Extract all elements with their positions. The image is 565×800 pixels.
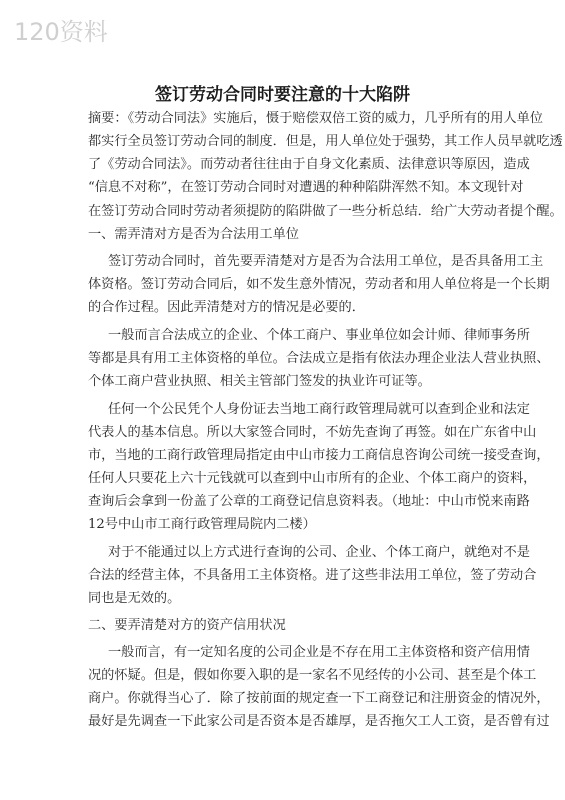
paragraph-line: 代表人的基本信息。所以大家签合同时，不妨先查询了再签。如在广东省中山 — [88, 425, 537, 440]
abstract-line: 摘要：《劳动合同法》实施后，慑于赔偿双倍工资的威力，几乎所有的用人单位 — [88, 111, 543, 126]
document-title: 签订劳动合同时要注意的十大陷阱 — [155, 85, 410, 105]
paragraph-line: 同也是无效的。 — [88, 591, 181, 606]
abstract-line: 了《劳动合同法》。而劳动者往往由于自身文化素质、法律意识等原因，造成 — [88, 157, 530, 172]
paragraph-line: 任何一个公民凭个人身份证去当地工商行政管理局就可以查到企业和法定 — [108, 402, 530, 417]
paragraph-line: 一般而言合法成立的企业、个体工商户、事业单位如会计师、律师事务所 — [108, 328, 530, 343]
paragraph-line: 签订劳动合同时，首先要弄清楚对方是否为合法用工单位，是否具备用工主 — [108, 254, 544, 269]
abstract-line: “信息不对称”，在签订劳动合同时对遭遇的种种陷阱浑然不知。本文现针对 — [88, 180, 524, 195]
paragraph-line: 体资格。签订劳动合同后，如不发生意外情况，劳动者和用人单位将是一个长期 — [88, 277, 550, 292]
paragraph-line: 合法的经营主体，不具备用工主体资格。进了这些非法用工单位，签了劳动合 — [88, 568, 537, 583]
paragraph-line: 市，当地的工商行政管理局指定由中山市接力工商信息咨询公司统一接受查询， — [88, 448, 550, 463]
abstract-line: 都实行全员签订劳动合同的制度．但是，用人单位处于强势，其工作人员早就吃透 — [88, 134, 563, 149]
paragraph-line: 任何人只要花上六十元钱就可以查到中山市所有的企业、个体工商户的资料， — [88, 471, 537, 486]
paragraph-line: 商户。你就得当心了．除了按前面的规定查一下工商登记和注册资金的情况外， — [88, 691, 550, 706]
paragraph-line: 查询后会拿到一份盖了公章的工商登记信息资料表。（地址：中山市悦来南路 — [88, 494, 530, 509]
paragraph-line: 12号中山市工商行政管理局院内二楼） — [88, 517, 316, 532]
watermark: 120资料 — [14, 18, 108, 46]
section-heading: 一、需弄清对方是否为合法用工单位 — [88, 227, 299, 242]
abstract-line: 在签订劳动合同时劳动者须提防的陷阱做了一些分析总结．给广大劳动者提个醒。 — [88, 204, 563, 219]
paragraph-line: 最好是先调查一下此家公司是否资本是否雄厚，是否拖欠工人工资，是否曾有过 — [88, 714, 550, 729]
paragraph-line: 况的怀疑。但是，假如你要入职的是一家名不见经传的小公司、甚至是个体工 — [88, 668, 537, 683]
section-heading: 二、要弄清楚对方的资产信用状况 — [88, 618, 286, 633]
paragraph-line: 等都是具有用工主体资格的单位。合法成立是指有依法办理企业法人营业执照、 — [88, 351, 550, 366]
paragraph-line: 个体工商户营业执照、相关主管部门签发的执业许可证等。 — [88, 374, 431, 389]
paragraph-line: 一般而言，有一定知名度的公司企业是不存在用工主体资格和资产信用情 — [108, 645, 530, 660]
paragraph-line: 的合作过程。因此弄清楚对方的情况是必要的． — [88, 300, 365, 315]
paragraph-line: 对于不能通过以上方式进行查询的公司、企业、个体工商户，就绝对不是 — [108, 545, 530, 560]
